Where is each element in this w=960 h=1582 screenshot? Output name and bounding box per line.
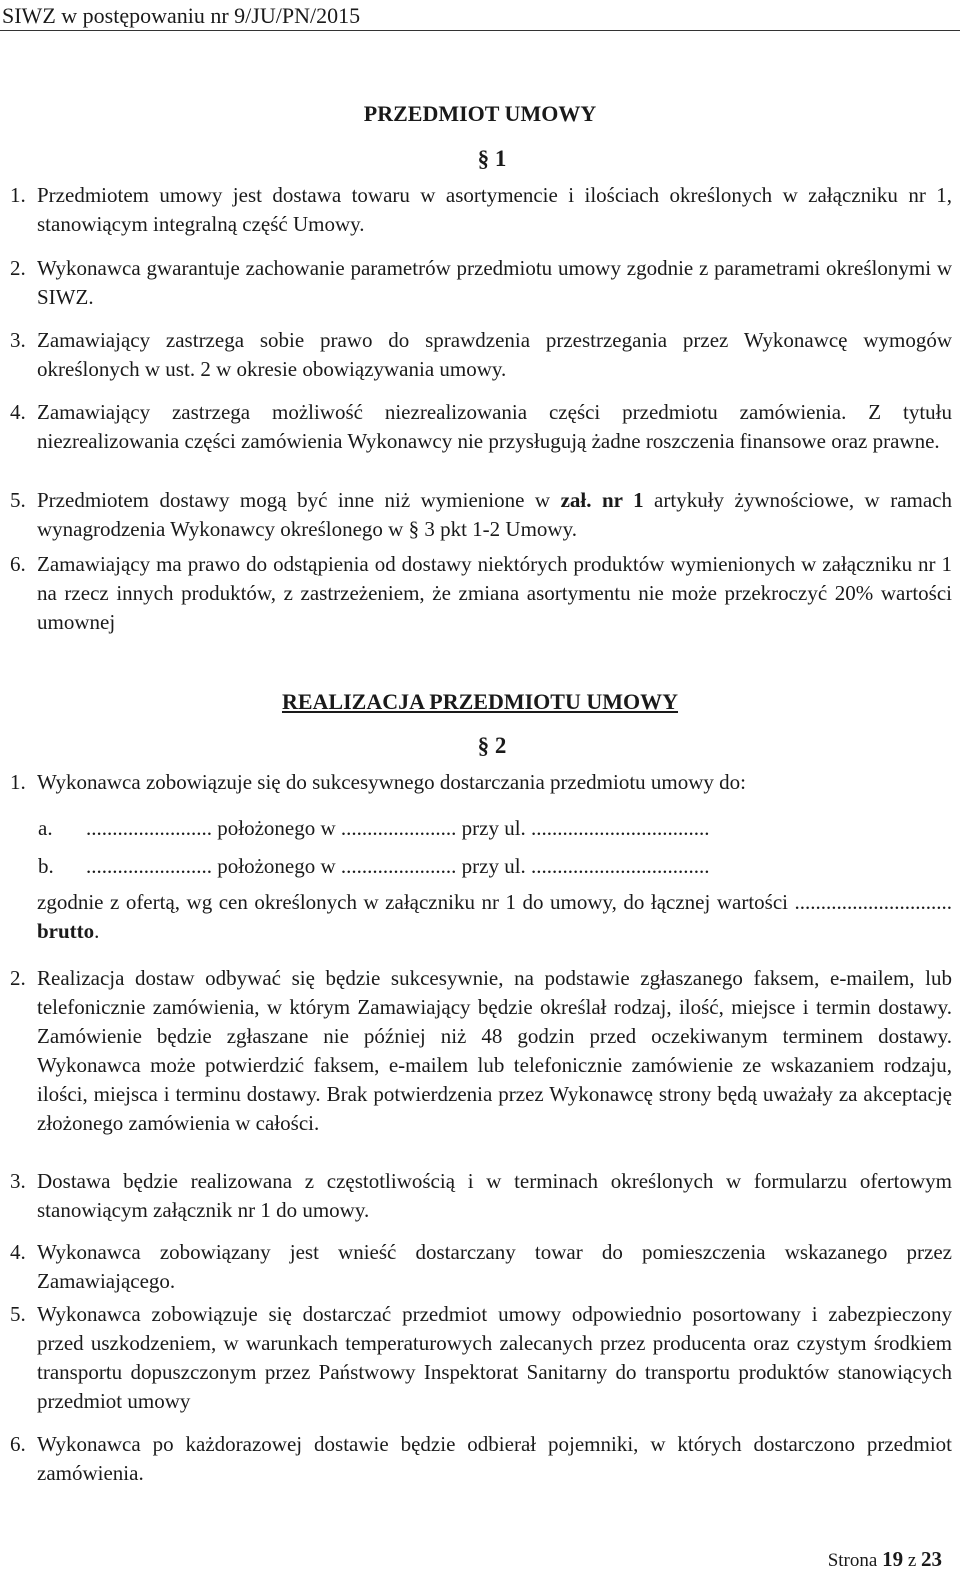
header-title: SIWZ w postępowaniu nr 9/JU/PN/2015 [2,3,361,28]
section-title-realizacja: REALIZACJA PRZEDMIOTU UMOWY [281,689,679,714]
list-item: 6. Zamawiający ma prawo do odstąpienia od dostawy niektórych produktów wymienionych w załączniku nr 1 na rzecz innych produktów, z zastrzeżeniem, że zmiana asortymentu nie może przekroczyć 20% wartości umownej [10,552,952,634]
header-divider [0,30,960,31]
list-item: 2. Realizacja dostaw odbywać się będzie sukcesywnie, na podstawie zgłaszanego faksem, e-mailem, lub telefonicznie zamówienia, w którym Zamawiający będzie określał rodzaj, ilość, miejsce i termin dostawy. Zamówienie będzie zgłaszane nie później niż 48 godzin przed oczekiwanym terminem dostawy. Wykonawca może potwierdzić faksem, e-mailem lub telefonicznie zamówienie ze wskazaniem rodzaju, ilości, miejsca i terminu dostawy. Brak potwierdzenia przez Wykonawcę strony będą uważały za akceptację złożonego zamówienia w całości. [10,966,952,1135]
page-number: Strona 19 z 23 [827,1547,942,1571]
section-title-przedmiot: PRZEDMIOT UMOWY [363,101,597,126]
list-item: 2. Wykonawca gwarantuje zachowanie parametrów przedmiotu umowy zgodnie z parametrami określonymi w SIWZ. [10,256,952,309]
list-item: 1. Przedmiotem umowy jest dostawa towaru w asortymencie i ilościach określonych w załączniku nr 1, stanowiącym integralną część Umowy. [10,183,952,236]
list-item: 4. Wykonawca zobowiązany jest wnieść dostarczany towar do pomieszczenia wskazanego przez Zamawiającego. [10,1240,952,1293]
list-item: 6. Wykonawca po każdorazowej dostawie będzie odbierał pojemniki, w których dostarczono przedmiot zamówienia. [10,1432,952,1485]
list-item: 4. Zamawiający zastrzega możliwość niezrealizowania części przedmiotu zamówienia. Z tytułu niezrealizowania części zamówienia Wykonawcy nie przysługują żadne roszczenia finansowe oraz prawne. [10,400,952,453]
list-item: 5. Wykonawca zobowiązuje się dostarczać przedmiot umowy odpowiednio posortowany i zabezpieczony przed uszkodzeniem, w warunkach temperaturowych zalecanych przez producenta oraz czystym środkiem transportu dopuszczonym przez Państwowy Inspektorat Sanitarny do transportu produktów stanowiących przedmiot umowy [10,1302,952,1413]
offer-value-line: zgodnie z ofertą, wg cen określonych w załączniku nr 1 do umowy, do łącznej wartości .............................. brutto. [37,890,952,943]
document-header [0,0,960,30]
paragraph-symbol-1: § 1 [477,146,507,171]
list-item: 1. Wykonawca zobowiązuje się do sukcesywnego dostarczania przedmiotu umowy do: [10,770,747,794]
paragraph-symbol-2: § 2 [477,733,507,758]
list-item: 5. Przedmiotem dostawy mogą być inne niż wymienione w zał. nr 1 artykuły żywnościowe, w ramach wynagrodzenia Wykonawcy określonego w § 3 pkt 1-2 Umowy. [10,488,952,541]
list-item: 3. Dostawa będzie realizowana z częstotliwością i w terminach określonych w formularzu ofertowym stanowiącym załącznik nr 1 do umowy. [10,1169,952,1222]
list-item: 3. Zamawiający zastrzega sobie prawo do sprawdzenia przestrzegania przez Wykonawcę wymogów określonych w ust. 2 w okresie obowiązywania umowy. [10,328,952,381]
